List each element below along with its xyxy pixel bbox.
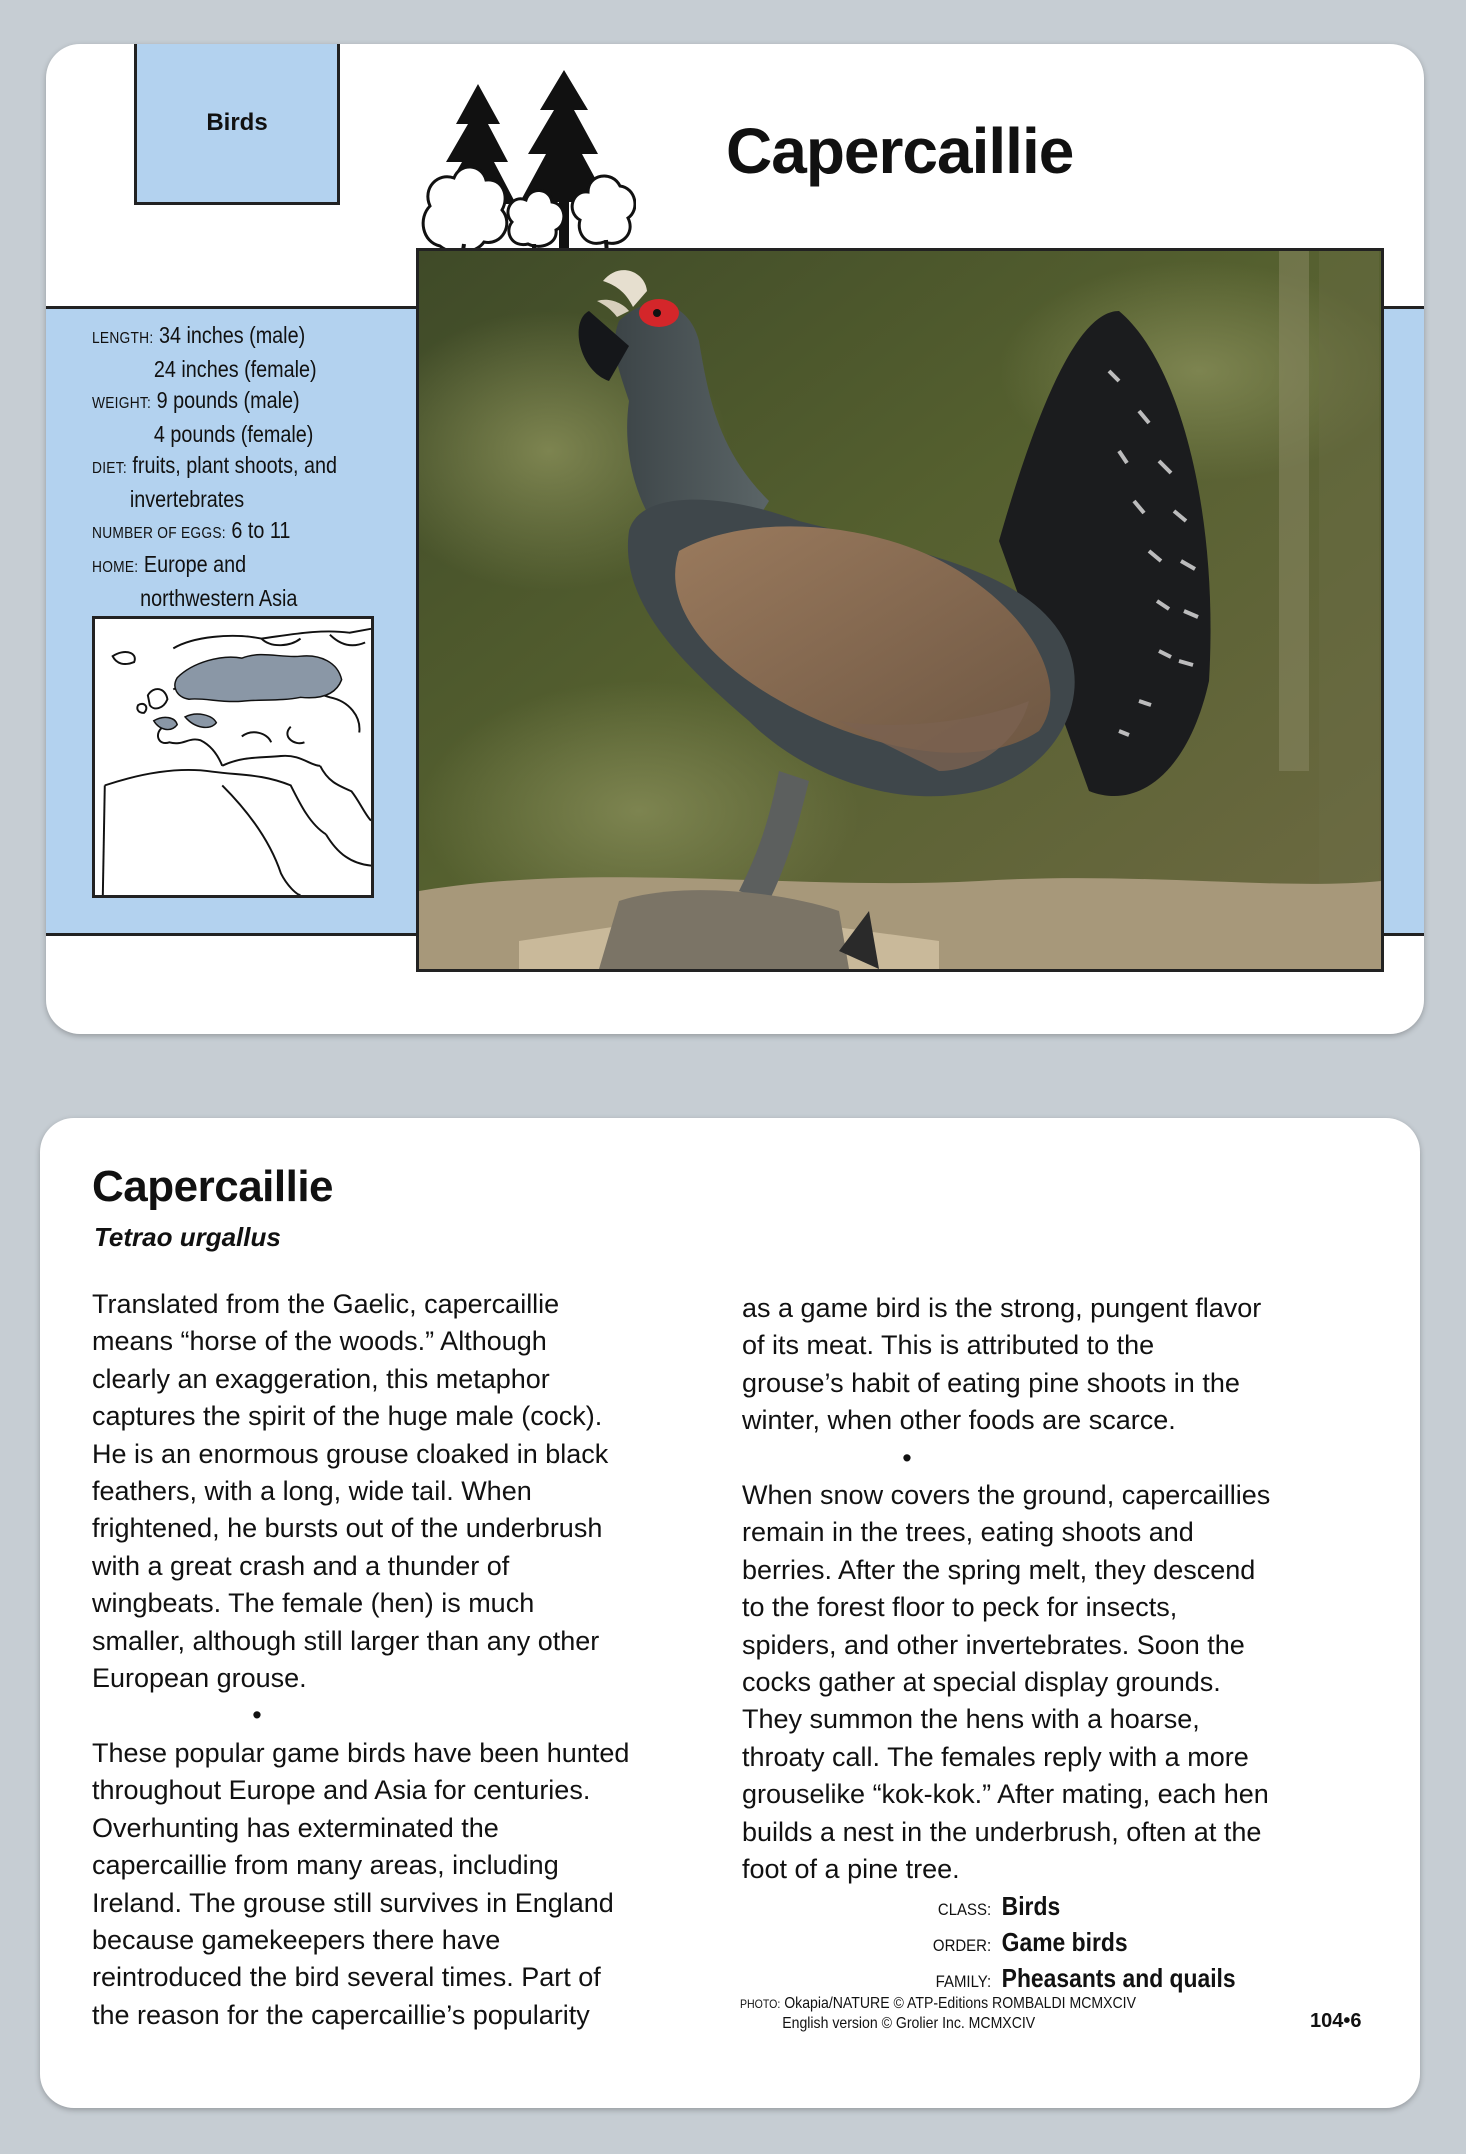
text-line: cocks gather at special display grounds. — [742, 1667, 1221, 1698]
text-line: throughout Europe and Asia for centuries. — [92, 1775, 591, 1806]
paragraph-3 — [742, 1290, 1382, 1440]
text-line: He is an enormous grouse cloaked in black — [92, 1438, 609, 1469]
card-number: 104•6 — [1310, 2010, 1362, 2032]
text-line: Translated from the Gaelic, capercaillie — [92, 1289, 560, 1319]
diet-row-cont — [92, 484, 376, 515]
right-blue-band — [1384, 306, 1424, 936]
text-line: as a game bird is the strong, pungent flavor — [742, 1293, 1262, 1323]
text-column-1 — [92, 1286, 732, 2034]
photo-credit-line: Okapia/NATURE © ATP-Editions ROMBALDI MCMXCIV — [784, 1995, 1136, 2012]
text-line: with a great crash and a thunder of — [92, 1550, 510, 1581]
family-label: FAMILY: — [935, 1972, 992, 1991]
home-row-cont — [92, 583, 376, 614]
text-line: wingbeats. The female (hen) is much — [92, 1588, 535, 1619]
length-label: LENGTH: — [92, 330, 154, 347]
text-line: grouse’s habit of eating pine shoots in the — [742, 1367, 1240, 1398]
length-male-value: 34 inches (male) — [158, 322, 306, 348]
text-line: clearly an exaggeration, this metaphor — [92, 1363, 550, 1394]
photo-credits — [740, 1994, 1136, 2033]
text-line: to the forest floor to peck for insects, — [742, 1592, 1178, 1623]
copyright-line: English version © Grolier Inc. MCMXCIV — [782, 2015, 1036, 2032]
text-line: Ireland. The grouse still survives in England — [92, 1887, 614, 1918]
text-line: foot of a pine tree. — [742, 1854, 960, 1885]
eggs-value: 6 to 11 — [231, 517, 291, 543]
text-line: winter, when other foods are scarce. — [742, 1405, 1176, 1436]
diet-value: fruits, plant shoots, and — [132, 452, 337, 478]
diet-row — [92, 450, 376, 484]
text-line: because gamekeepers there have — [92, 1924, 501, 1955]
length-female-row — [92, 354, 376, 385]
text-line: Overhunting has exterminated the — [92, 1812, 499, 1843]
text-column-2 — [742, 1290, 1382, 1889]
photo-label: PHOTO: — [740, 1997, 781, 2011]
weight-male-row — [92, 385, 376, 419]
order-label: ORDER: — [932, 1936, 992, 1955]
text-line: European grouse. — [92, 1663, 307, 1694]
home-value: Europe and — [143, 551, 247, 577]
text-line: builds a nest in the underbrush, often at the — [742, 1816, 1262, 1847]
back-card — [40, 1118, 1420, 2108]
family-value: Pheasants and quails — [1001, 1963, 1236, 1993]
text-line: of its meat. This is attributed to the — [742, 1330, 1155, 1361]
family-row — [926, 1962, 1236, 1998]
class-label: CLASS: — [937, 1900, 992, 1919]
length-female-value: 24 inches (female) — [153, 356, 317, 382]
text-line: capercaillie from many areas, including — [92, 1850, 559, 1881]
class-row — [926, 1890, 1236, 1926]
capercaillie-photo — [416, 248, 1384, 972]
paragraph-1 — [92, 1286, 732, 1697]
forest-trees-icon — [416, 64, 636, 276]
order-value: Game birds — [1001, 1927, 1128, 1957]
class-value: Birds — [1001, 1891, 1061, 1921]
paragraph-4 — [742, 1477, 1382, 1888]
weight-female-value: 4 pounds (female) — [153, 421, 314, 447]
home-label: HOME: — [92, 559, 139, 576]
weight-female-row — [92, 419, 376, 450]
paragraph-2 — [92, 1735, 732, 2034]
text-line: reintroduced the bird several times. Part of — [92, 1962, 601, 1993]
diet-label: DIET: — [92, 460, 127, 477]
front-card — [46, 44, 1424, 1034]
text-line: When snow covers the ground, capercaillies — [742, 1480, 1271, 1511]
card-title: Capercaillie — [726, 115, 1074, 187]
text-line: throaty call. The females reply with a more — [742, 1741, 1249, 1772]
section-bullet: • — [252, 1700, 262, 1731]
weight-label: WEIGHT: — [92, 395, 152, 412]
eggs-row — [92, 515, 376, 549]
text-line: grouselike “kok-kok.” After mating, each hen — [742, 1779, 1269, 1810]
text-line: means “horse of the woods.” Although — [92, 1326, 547, 1357]
text-line: remain in the trees, eating shoots and — [742, 1517, 1194, 1548]
text-line: smaller, although still larger than any other — [92, 1625, 600, 1656]
text-line: They summon the hens with a hoarse, — [742, 1704, 1200, 1735]
text-line: frightened, he bursts out of the underbrush — [92, 1513, 603, 1544]
back-title: Capercaillie — [92, 1162, 334, 1211]
text-line: berries. After the spring melt, they descend — [742, 1554, 1256, 1585]
section-bullet: • — [902, 1442, 912, 1473]
weight-male-value: 9 pounds (male) — [156, 387, 300, 413]
text-line: the reason for the capercaillie’s popularity — [92, 1999, 590, 2030]
taxonomy-block — [926, 1890, 1236, 1998]
text-line: spiders, and other invertebrates. Soon the — [742, 1629, 1245, 1660]
text-line: These popular game birds have been hunted — [92, 1737, 630, 1768]
range-map — [92, 616, 374, 898]
diet-value-cont: invertebrates — [129, 486, 245, 512]
category-tab — [134, 44, 340, 205]
home-value-cont: northwestern Asia — [140, 585, 298, 611]
order-row — [926, 1926, 1236, 1962]
home-row — [92, 549, 376, 583]
fact-list — [92, 320, 376, 614]
category-label: Birds — [206, 109, 268, 136]
latin-name: Tetrao urgallus — [94, 1222, 281, 1252]
text-line: feathers, with a long, wide tail. When — [92, 1476, 532, 1507]
eggs-label: NUMBER OF EGGS: — [92, 525, 226, 542]
length-male-row — [92, 320, 376, 354]
text-line: captures the spirit of the huge male (cock). — [92, 1401, 603, 1432]
